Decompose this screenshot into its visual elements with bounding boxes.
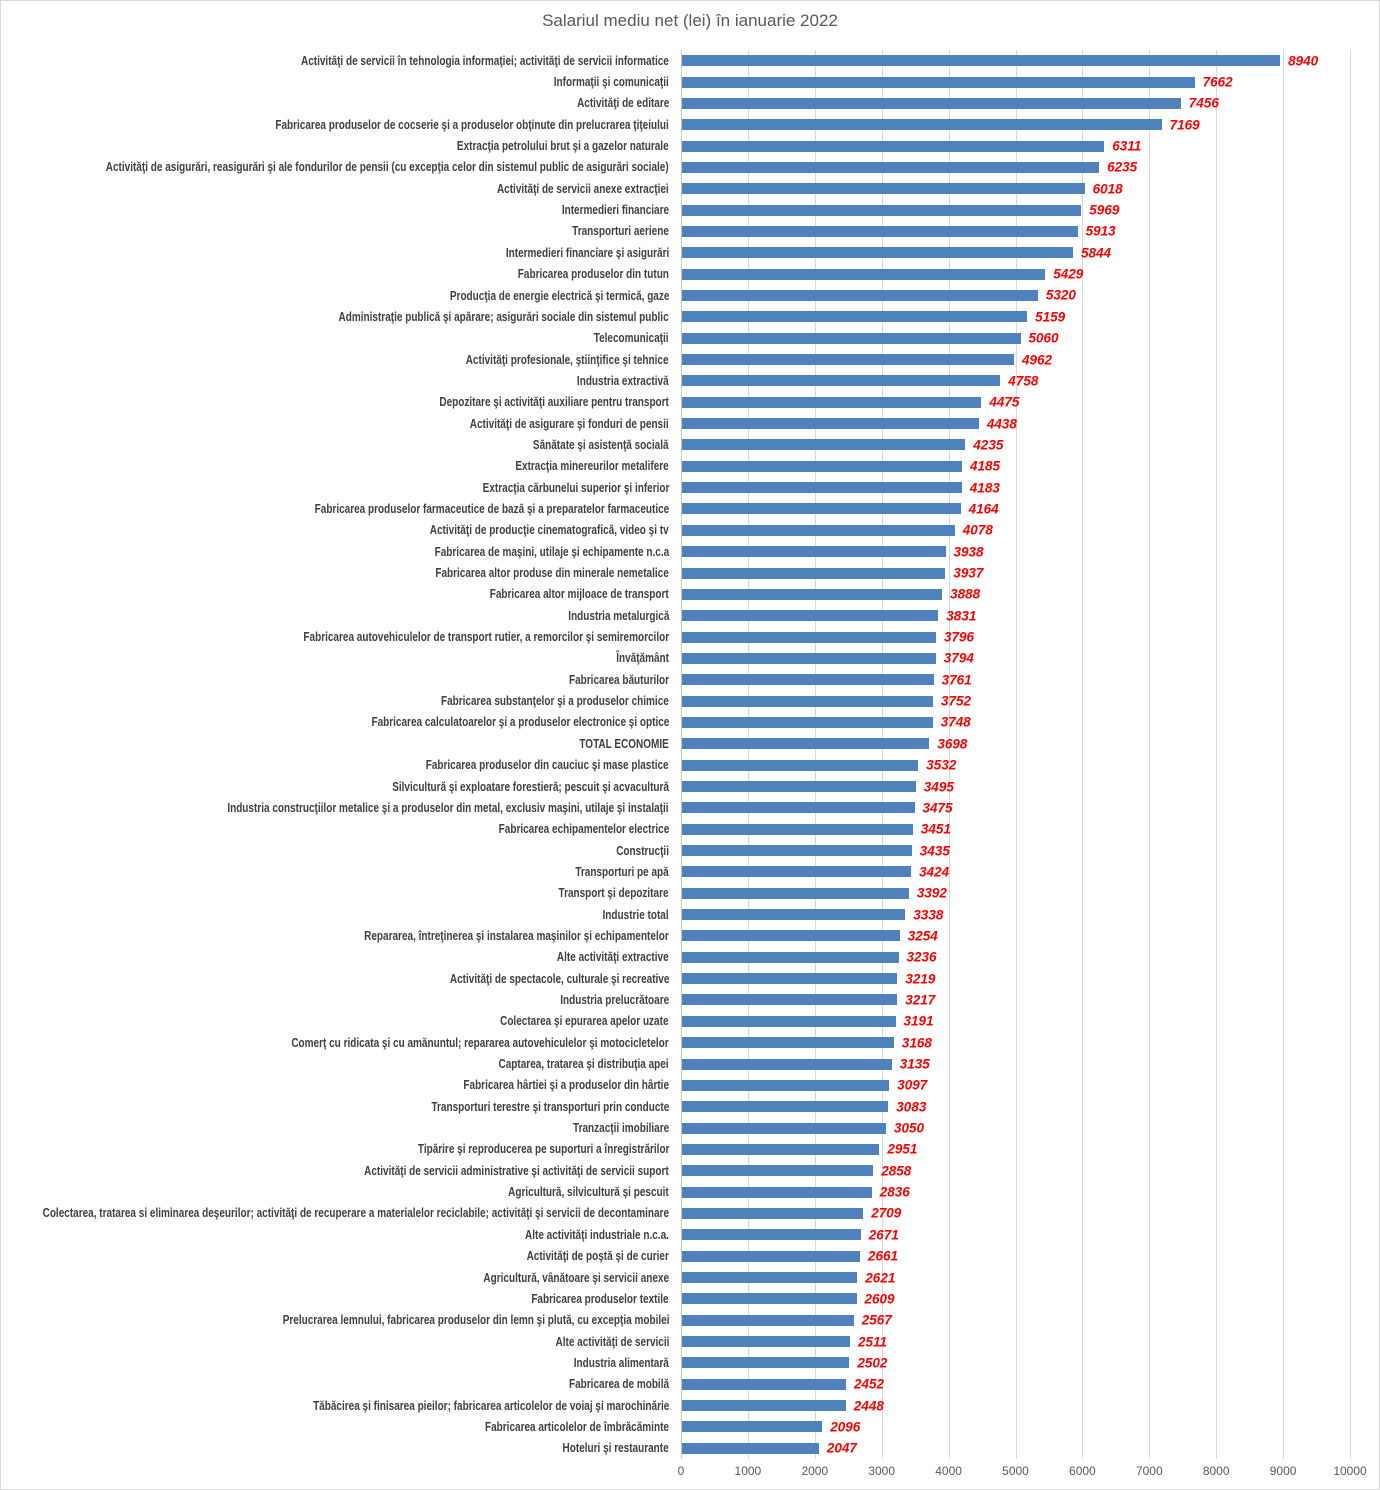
bar	[682, 375, 1000, 386]
value-label: 3050	[894, 1120, 925, 1136]
x-axis-tick-label: 8000	[1202, 1464, 1230, 1478]
chart-row	[1, 562, 1379, 583]
value-label: 7456	[1188, 95, 1219, 111]
value-label: 5060	[1028, 330, 1059, 346]
chart-row	[1, 285, 1379, 306]
chart-row	[1, 925, 1379, 946]
x-axis-tick-label: 1000	[734, 1464, 762, 1478]
value-label: 2096	[830, 1419, 861, 1435]
value-label: 2951	[887, 1141, 918, 1157]
value-label: 3435	[919, 843, 950, 859]
category-label: Industria construcţiilor metalice şi a produselor din metal, exclusiv maşini, utilaje şi instalaţii	[227, 800, 669, 815]
bar	[682, 1336, 850, 1347]
value-label: 4185	[970, 458, 1001, 474]
value-label: 3254	[907, 928, 938, 944]
bar	[682, 290, 1038, 301]
chart-row	[1, 584, 1379, 605]
chart-row	[1, 434, 1379, 455]
category-label: Fabricarea produselor din tutun	[517, 267, 669, 282]
value-label: 3937	[953, 565, 984, 581]
category-label: Intermedieri financiare şi asigurări	[505, 245, 669, 260]
bar	[682, 205, 1081, 216]
value-label: 5159	[1035, 309, 1066, 325]
value-label: 3831	[946, 608, 977, 624]
value-label: 3888	[950, 586, 981, 602]
bar	[682, 909, 905, 920]
chart-row	[1, 413, 1379, 434]
bar	[682, 952, 899, 963]
category-label: Fabricarea de mobilă	[568, 1377, 669, 1392]
bar	[682, 845, 912, 856]
bar	[682, 589, 942, 600]
bar	[682, 141, 1104, 152]
value-label: 3752	[941, 693, 972, 709]
bar	[682, 461, 962, 472]
category-label: Telecomunicaţii	[594, 331, 669, 346]
bar	[682, 866, 911, 877]
category-label: Activităţi de spectacole, culturale şi recreative	[449, 971, 669, 986]
bar	[682, 1251, 860, 1262]
bar	[682, 1101, 888, 1112]
value-label: 3338	[913, 907, 944, 923]
bar	[682, 55, 1280, 66]
chart-row	[1, 648, 1379, 669]
value-label: 3392	[916, 885, 947, 901]
bar	[682, 98, 1181, 109]
chart-row	[1, 690, 1379, 711]
value-label: 4962	[1022, 352, 1053, 368]
category-label: Transporturi aeriene	[572, 224, 669, 239]
value-label: 5844	[1081, 245, 1112, 261]
chart-row	[1, 349, 1379, 370]
value-label: 3796	[944, 629, 975, 645]
value-label: 2836	[879, 1184, 910, 1200]
category-label: Producţia de energie electrică şi termică, gaze	[449, 288, 669, 303]
category-label: Agricultură, silvicultură şi pescuit	[508, 1185, 669, 1200]
category-label: Repararea, întreţinerea şi instalarea maşinilor şi echipamentelor	[364, 928, 669, 943]
value-label: 6311	[1112, 138, 1142, 154]
category-label: Activităţi de poştă şi de curier	[526, 1249, 669, 1264]
x-axis-tick-label: 0	[677, 1464, 685, 1478]
category-label: Silvicultură şi exploatare forestieră; pescuit şi acvacultură	[392, 779, 669, 794]
category-label: Fabricarea produselor din cauciuc şi mase plastice	[426, 758, 669, 773]
chart-row	[1, 93, 1379, 114]
chart-row	[1, 456, 1379, 477]
category-label: Fabricarea autovehiculelor de transport rutier, a remorcilor şi semiremorcilor	[303, 630, 669, 645]
chart-title: Salariul mediu net (lei) în ianuarie 2022	[542, 11, 838, 30]
category-label: Fabricarea produselor de cocserie şi a produselor obţinute din prelucrarea ţiţeiului	[275, 117, 669, 132]
category-label: Alte activităţi industriale n.c.a.	[525, 1227, 669, 1242]
bar	[682, 824, 913, 835]
category-label: Captarea, tratarea şi distribuţia apei	[498, 1057, 669, 1072]
x-axis-tick-label: 4000	[935, 1464, 962, 1478]
value-label: 3217	[905, 992, 936, 1008]
category-label: Sănătate şi asistenţă socială	[533, 437, 669, 452]
bar	[682, 738, 929, 749]
chart-row	[1, 221, 1379, 242]
category-label: Prelucrarea lemnului, fabricarea produselor din lemn şi plută, cu excepţia mobilei	[282, 1313, 669, 1328]
value-label: 5429	[1053, 266, 1084, 282]
bar	[682, 1144, 879, 1155]
category-label: Informaţii şi comunicaţii	[553, 75, 669, 90]
category-label: Industria metalurgică	[567, 608, 669, 623]
category-label: Transporturi pe apă	[575, 864, 669, 879]
value-label: 6235	[1107, 159, 1138, 175]
x-axis-tick-label: 9000	[1269, 1464, 1297, 1478]
chart-row	[1, 733, 1379, 754]
category-label: Colectarea, tratarea si eliminarea deşeurilor; activităţi de recuperare a materialelor reciclabile; activităţi şi servicii de decontaminare	[42, 1206, 669, 1221]
category-label: Activităţi de editare	[576, 96, 669, 111]
value-label: 3191	[903, 1013, 934, 1029]
bar	[682, 653, 936, 664]
chart-row	[1, 626, 1379, 647]
bar	[682, 930, 900, 941]
value-label: 2621	[865, 1270, 896, 1286]
chart-row	[1, 199, 1379, 220]
chart-row	[1, 1203, 1379, 1224]
value-label: 3424	[919, 864, 950, 880]
category-label: Fabricarea substanţelor şi a produselor chimice	[441, 694, 669, 709]
value-label: 3495	[923, 779, 954, 794]
chart-row	[1, 1224, 1379, 1245]
chart-row	[1, 755, 1379, 776]
category-label: Tranzacţii imobiliare	[572, 1121, 669, 1136]
value-label: 4164	[968, 501, 999, 517]
value-label: 2709	[871, 1205, 902, 1221]
x-axis-tick-label: 6000	[1069, 1464, 1096, 1478]
bar	[682, 226, 1078, 237]
value-label: 6018	[1092, 181, 1123, 197]
chart-row	[1, 947, 1379, 968]
category-label: Colectarea şi epurarea apelor uzate	[500, 1014, 669, 1029]
category-label: Activităţi de asigurare şi fonduri de pensii	[470, 416, 669, 431]
chart-row	[1, 605, 1379, 626]
x-axis-tick-label: 7000	[1135, 1464, 1163, 1478]
x-axis-tick-label: 3000	[868, 1464, 896, 1478]
value-label: 3748	[940, 714, 971, 730]
bar	[682, 503, 961, 514]
chart-row	[1, 1310, 1379, 1331]
chart-row	[1, 1160, 1379, 1181]
value-label: 3698	[937, 736, 968, 752]
chart-row	[1, 776, 1379, 797]
bar	[682, 802, 915, 813]
value-label: 3761	[941, 672, 972, 688]
category-label: TOTAL ECONOMIE	[579, 736, 669, 751]
bar	[682, 482, 962, 493]
category-label: Hoteluri şi restaurante	[562, 1441, 669, 1456]
chart-row	[1, 541, 1379, 562]
bar	[682, 525, 955, 536]
bar	[682, 1443, 819, 1454]
value-label: 5969	[1089, 202, 1120, 218]
category-label: Industrie total	[602, 907, 669, 922]
bar	[682, 1272, 857, 1283]
category-label: Fabricarea altor mijloace de transport	[490, 587, 669, 602]
chart-row	[1, 1053, 1379, 1074]
value-label: 7662	[1202, 74, 1233, 90]
value-label: 7169	[1169, 117, 1200, 133]
chart-row	[1, 392, 1379, 413]
category-label: Depozitare şi activităţi auxiliare pentru transport	[439, 395, 669, 410]
category-label: Fabricarea băuturilor	[568, 672, 669, 687]
bar	[682, 674, 934, 685]
value-label: 4758	[1008, 373, 1039, 389]
chart-row	[1, 840, 1379, 861]
bar	[682, 1187, 872, 1198]
chart-row	[1, 1075, 1379, 1096]
bar	[682, 269, 1045, 280]
value-label: 4438	[986, 416, 1017, 432]
value-label: 3475	[922, 800, 953, 816]
chart-row	[1, 157, 1379, 178]
bar	[682, 632, 936, 643]
value-label: 2047	[826, 1440, 857, 1456]
category-label: Fabricarea hârtiei şi a produselor din hârtie	[463, 1078, 669, 1093]
bar	[682, 1208, 863, 1219]
bar	[682, 994, 897, 1005]
category-label: Transporturi terestre şi transporturi prin conducte	[431, 1099, 669, 1114]
chart-row	[1, 989, 1379, 1010]
bar	[682, 247, 1073, 258]
chart-row	[1, 883, 1379, 904]
value-label: 2502	[857, 1355, 888, 1371]
bar	[682, 1400, 846, 1411]
chart-row	[1, 1416, 1379, 1437]
chart-row	[1, 263, 1379, 284]
bar	[682, 162, 1099, 173]
value-label: 3097	[897, 1077, 928, 1093]
category-label: Agricultură, vânătoare şi servicii anexe	[483, 1270, 669, 1285]
bar	[682, 1037, 894, 1048]
value-label: 2511	[858, 1334, 888, 1350]
value-label: 3219	[905, 971, 936, 987]
value-label: 4475	[989, 394, 1020, 410]
chart-row	[1, 1246, 1379, 1267]
bar	[682, 1165, 873, 1176]
value-label: 3532	[926, 757, 957, 773]
value-label: 2448	[853, 1398, 884, 1414]
bar	[682, 119, 1162, 130]
chart-row	[1, 904, 1379, 925]
chart-row	[1, 114, 1379, 135]
category-label: Construcţii	[616, 843, 669, 858]
bar	[682, 354, 1014, 365]
category-label: Activităţi de asigurări, reasigurări şi ale fondurilor de pensii (cu excepţia celor din sistemul public de asigurări sociale)	[106, 160, 669, 175]
x-axis-tick-label: 5000	[1002, 1464, 1029, 1478]
category-label: Tipărire şi reproducerea pe suporturi a înregistrărilor	[417, 1142, 669, 1157]
chart-row	[1, 1032, 1379, 1053]
chart-row	[1, 669, 1379, 690]
category-label: Extracţia petrolului brut şi a gazelor naturale	[457, 139, 669, 154]
category-label: Industria extractivă	[577, 373, 669, 388]
value-label: 4078	[962, 522, 993, 538]
value-label: 4235	[973, 437, 1004, 453]
chart-row	[1, 498, 1379, 519]
chart-row	[1, 477, 1379, 498]
chart-row	[1, 797, 1379, 818]
category-label: Extracţia minereurilor metalifere	[515, 459, 669, 474]
chart-row	[1, 1288, 1379, 1309]
chart-row	[1, 1096, 1379, 1117]
category-label: Alte activităţi de servicii	[555, 1334, 669, 1349]
category-label: Fabricarea echipamentelor electrice	[498, 822, 669, 837]
chart-row	[1, 71, 1379, 92]
x-axis-tick-label: 10000	[1333, 1464, 1367, 1478]
category-label: Comerţ cu ridicata şi cu amănuntul; repararea autovehiculelor şi motocicletelor	[291, 1035, 669, 1050]
bar	[682, 77, 1195, 88]
bar	[682, 973, 897, 984]
chart-row	[1, 1331, 1379, 1352]
value-label: 3938	[953, 544, 984, 560]
category-label: Activităţi profesionale, ştiinţifice şi tehnice	[466, 352, 669, 367]
category-label: Extracţia cărbunelui superior şi inferior	[482, 480, 669, 495]
x-axis-tick-label: 2000	[801, 1464, 829, 1478]
chart-row	[1, 1181, 1379, 1202]
bar	[682, 888, 909, 899]
bar	[682, 1293, 857, 1304]
bar	[682, 439, 965, 450]
category-label: Fabricarea articolelor de îmbrăcăminte	[485, 1419, 669, 1434]
bar	[682, 1315, 854, 1326]
chart-row	[1, 328, 1379, 349]
bar	[682, 1059, 892, 1070]
bar	[682, 781, 916, 792]
category-label: Fabricarea altor produse din minerale nemetalice	[435, 566, 669, 581]
category-label: Fabricarea calculatoarelor şi a produselor electronice şi optice	[371, 715, 669, 730]
chart-row	[1, 1438, 1379, 1459]
bar	[682, 418, 979, 429]
bar	[682, 546, 946, 557]
value-label: 3083	[896, 1099, 927, 1115]
value-label: 2452	[854, 1376, 885, 1392]
bar	[682, 717, 933, 728]
bar	[682, 397, 981, 408]
chart-row	[1, 1139, 1379, 1160]
category-label: Învăţământ	[616, 651, 669, 666]
category-label: Activităţi de servicii administrative şi activităţi de servicii suport	[364, 1163, 669, 1178]
value-label: 8940	[1288, 53, 1319, 69]
category-label: Fabricarea de maşini, utilaje şi echipamente n.c.a	[434, 544, 669, 559]
chart-row	[1, 1352, 1379, 1373]
category-label: Activităţi de servicii în tehnologia informaţiei; activităţi de servicii informatice	[301, 53, 669, 68]
bar	[682, 1123, 886, 1134]
chart-row	[1, 1117, 1379, 1138]
bar	[682, 1357, 849, 1368]
bar	[682, 1421, 822, 1432]
chart-row	[1, 1395, 1379, 1416]
chart-row	[1, 370, 1379, 391]
bar	[682, 333, 1021, 344]
bar	[682, 1229, 861, 1240]
bar	[682, 1016, 896, 1027]
chart-row	[1, 712, 1379, 733]
bar	[682, 696, 933, 707]
bar	[682, 1080, 889, 1091]
value-label: 2661	[868, 1248, 899, 1264]
value-label: 2671	[868, 1227, 899, 1243]
value-label: 3236	[906, 949, 937, 965]
bar	[682, 760, 918, 771]
chart-row	[1, 135, 1379, 156]
value-label: 3168	[901, 1035, 932, 1051]
chart-row	[1, 1011, 1379, 1032]
category-label: Administraţie publică şi apărare; asigurări sociale din sistemul public	[338, 309, 669, 324]
category-label: Industria alimentară	[573, 1355, 669, 1370]
chart-row	[1, 520, 1379, 541]
bar	[682, 568, 945, 579]
category-label: Fabricarea produselor textile	[531, 1291, 669, 1306]
value-label: 3794	[943, 650, 974, 666]
chart-row	[1, 1374, 1379, 1395]
bar	[682, 1379, 846, 1390]
category-label: Activităţi de servicii anexe extracţiei	[497, 181, 669, 196]
chart-row	[1, 50, 1379, 71]
value-label: 2609	[864, 1291, 895, 1307]
chart-row	[1, 968, 1379, 989]
value-label: 5320	[1045, 287, 1076, 303]
chart-row	[1, 178, 1379, 199]
bar	[682, 311, 1027, 322]
category-label: Tăbăcirea şi finisarea pieilor; fabricarea articolelor de voiaj şi marochinărie	[312, 1398, 669, 1413]
chart-row	[1, 861, 1379, 882]
bar	[682, 610, 938, 621]
category-label: Alte activităţi extractive	[557, 950, 669, 965]
chart-row	[1, 1267, 1379, 1288]
value-label: 5913	[1085, 223, 1116, 239]
category-label: Activităţi de producţie cinematografică, video şi tv	[430, 523, 669, 538]
category-label: Fabricarea produselor farmaceutice de bază şi a preparatelor farmaceutice	[314, 501, 669, 516]
category-label: Transport şi depozitare	[558, 886, 669, 901]
value-label: 2567	[861, 1312, 892, 1328]
value-label: 2858	[881, 1163, 912, 1179]
chart-row	[1, 306, 1379, 327]
category-label: Intermedieri financiare	[561, 203, 669, 218]
value-label: 4183	[969, 480, 1000, 496]
chart-row	[1, 819, 1379, 840]
value-label: 3135	[899, 1056, 930, 1072]
category-label: Industria prelucrătoare	[560, 993, 669, 1007]
chart-row	[1, 242, 1379, 263]
bar	[682, 183, 1085, 194]
value-label: 3451	[920, 821, 951, 837]
